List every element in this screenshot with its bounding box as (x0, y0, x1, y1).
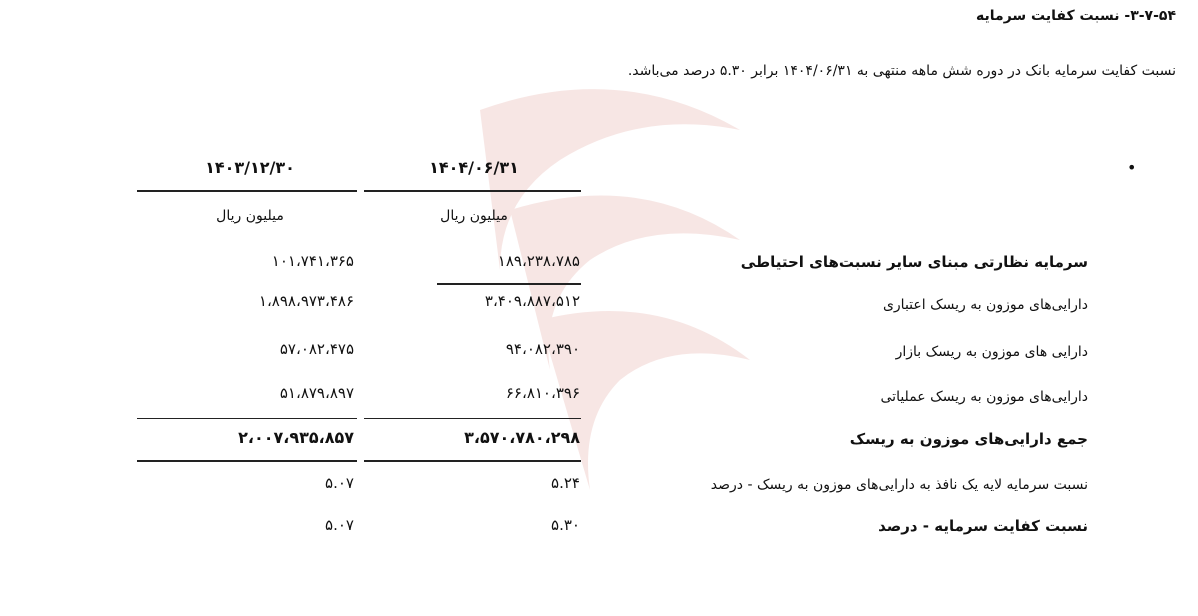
value-market-risk-1404: ۹۴،۰۸۲،۳۹۰ (505, 340, 580, 358)
value-operational-risk-1403: ۵۱،۸۷۹،۸۹۷ (279, 384, 354, 402)
value-tier1-ratio-1404: ۵.۲۴ (551, 474, 580, 492)
value-tier1-ratio-1403: ۵.۰۷ (325, 474, 354, 492)
value-operational-risk-1404: ۶۶،۸۱۰،۳۹۶ (505, 384, 580, 402)
rule-before-total-col2 (137, 418, 357, 419)
bullet-mark: • (1127, 158, 1137, 177)
intro-paragraph: نسبت کفایت سرمایه بانک در دوره شش ماهه منتهی به ۱۴۰۴/۰۶/۳۱ برابر ۵.۳۰ درصد می‌باشد. (627, 63, 1176, 79)
column-date-1404: ۱۴۰۴/۰۶/۳۱ (429, 158, 519, 177)
value-regulatory-capital-1404: ۱۸۹،۲۳۸،۷۸۵ (497, 252, 580, 270)
label-total-rwa: جمع دارایی‌های موزون به ریسک (849, 430, 1088, 448)
label-tier1-ratio: نسبت سرمایه لایه یک نافذ به دارایی‌های موزون به ریسک - درصد (710, 477, 1088, 493)
label-credit-risk: دارایی‌های موزون به ریسک اعتباری (882, 297, 1088, 313)
header-rule-col2 (137, 190, 357, 192)
value-total-rwa-1404: ۳،۵۷۰،۷۸۰،۲۹۸ (464, 428, 580, 447)
column-date-1403: ۱۴۰۳/۱۲/۳۰ (205, 158, 295, 177)
rule-before-total-col1 (364, 418, 581, 419)
section-heading: ۳-۷-۵۴- نسبت کفایت سرمایه (976, 8, 1176, 24)
label-operational-risk: دارایی‌های موزون به ریسک عملیاتی (880, 389, 1088, 405)
value-total-rwa-1403: ۲،۰۰۷،۹۳۵،۸۵۷ (238, 428, 354, 447)
label-market-risk: دارایی های موزون به ریسک بازار (895, 344, 1088, 360)
column-unit-1404: میلیون ریال (440, 208, 508, 224)
value-car-1404: ۵.۳۰ (551, 516, 580, 534)
value-car-1403: ۵.۰۷ (325, 516, 354, 534)
column-unit-1403: میلیون ریال (216, 208, 284, 224)
value-credit-risk-1403: ۱،۸۹۸،۹۷۳،۴۸۶ (258, 292, 354, 310)
label-capital-adequacy-ratio: نسبت کفایت سرمایه - درصد (878, 517, 1088, 535)
header-rule-col1 (364, 190, 581, 192)
value-regulatory-capital-1403: ۱۰۱،۷۴۱،۳۶۵ (271, 252, 354, 270)
rule-after-capital (437, 283, 581, 285)
label-regulatory-capital: سرمایه نظارتی مبنای سایر نسبت‌های احتیاطی (740, 253, 1088, 271)
rule-after-total-col2 (137, 460, 357, 462)
value-credit-risk-1404: ۳،۴۰۹،۸۸۷،۵۱۲ (484, 292, 580, 310)
value-market-risk-1403: ۵۷،۰۸۲،۴۷۵ (279, 340, 354, 358)
rule-after-total-col1 (364, 460, 581, 462)
